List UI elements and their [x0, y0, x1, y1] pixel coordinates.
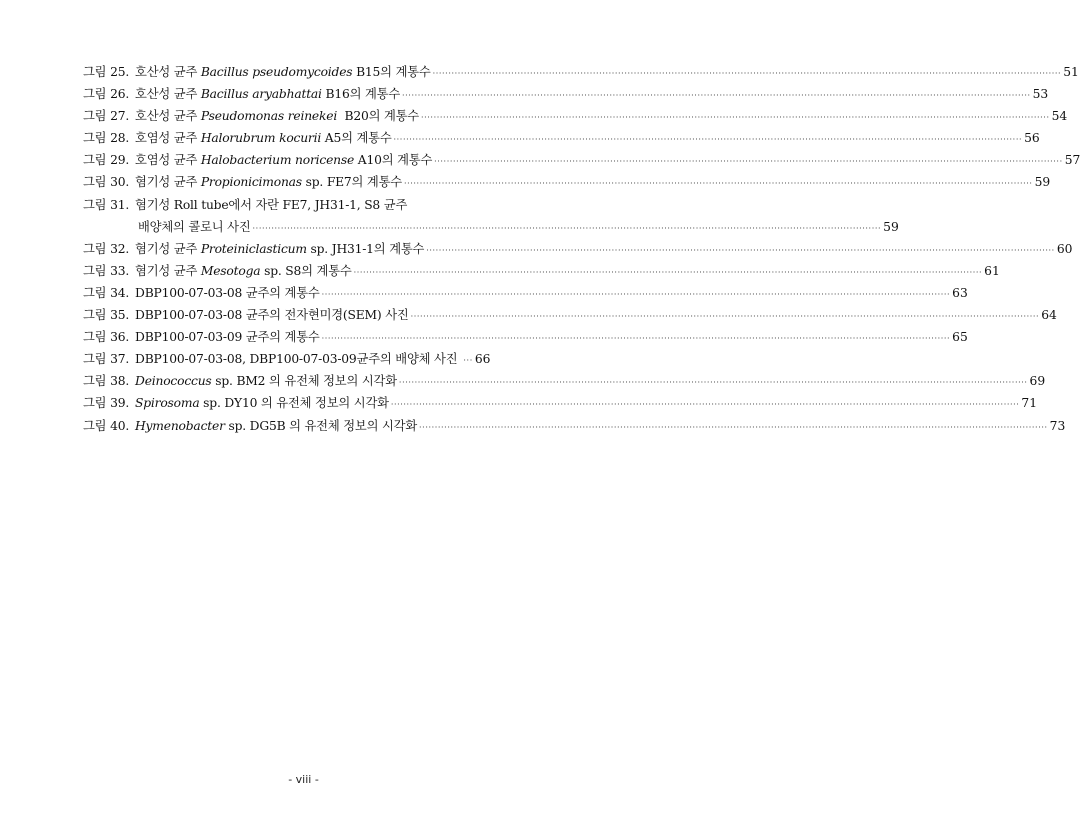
title-text: 혐기성 균주	[135, 175, 201, 190]
title-text: DBP100-07-03-08 균주의 전자현미경(SEM) 사진	[135, 308, 409, 323]
title-suffix: sp. S8의 계통수	[260, 263, 352, 278]
page-ref: 63	[952, 285, 968, 300]
toc-entry[interactable]	[83, 61, 1079, 83]
page-ref: 59	[883, 219, 899, 234]
figure-title	[135, 260, 352, 282]
figure-number: 그림 29.	[83, 153, 130, 168]
toc-entry[interactable]	[83, 326, 968, 348]
page-ref: 65	[952, 330, 968, 345]
species-name: Halobacterium noricense	[200, 153, 355, 168]
title-suffix: B20의 계통수	[337, 109, 419, 124]
title-text: 호산성 균주	[135, 87, 201, 102]
page-ref: 59	[1034, 175, 1051, 190]
title-text: DBP100-07-03-09 균주의 계통수	[135, 330, 320, 345]
figure-number: 그림 31.	[83, 197, 130, 212]
figure-title	[135, 238, 424, 260]
figure-number: 그림 38.	[83, 374, 130, 389]
figure-number: 그림 35.	[83, 308, 130, 323]
figure-number: 그림 25.	[83, 65, 130, 79]
page-ref: 64	[1041, 308, 1057, 323]
leader-dots: ········································································································································································································	[353, 267, 983, 277]
figure-title	[135, 370, 397, 392]
page-number: - viii -	[288, 773, 319, 786]
title-text: 혐기성 균주	[135, 241, 201, 256]
page-ref: 54	[1051, 109, 1068, 124]
title-suffix: sp. BM2 의 유전체 정보의 시각화	[211, 374, 397, 389]
species-name: Halorubrum kocurii	[200, 131, 322, 146]
title-text: 혐기성 균주	[135, 263, 201, 278]
figure-number: 그림 32.	[83, 241, 130, 256]
toc-entry[interactable]	[83, 415, 1066, 437]
species-name: Pseudomonas reinekei	[200, 109, 338, 124]
leader-dots: ········································································································································································································	[321, 289, 951, 299]
figure-title	[135, 415, 417, 437]
figure-title	[135, 127, 391, 149]
leader-dots: ········································································································································································································	[421, 113, 1050, 123]
species-name: Spirosoma	[135, 396, 200, 411]
leader-dots: ···	[463, 356, 473, 366]
figure-title	[138, 216, 251, 238]
species-name: Propionicimonas	[200, 175, 302, 190]
figure-number: 그림 30.	[83, 175, 130, 190]
figure-number: 그림 33.	[83, 263, 130, 278]
figure-number: 그림 28.	[83, 131, 130, 146]
toc-entry[interactable]	[83, 370, 1046, 392]
page-ref: 51	[1063, 65, 1079, 79]
page-ref: 60	[1056, 241, 1073, 256]
leader-dots: ········································································································································································································	[419, 422, 1048, 432]
leader-dots: ········································································································································································································	[403, 179, 1033, 189]
species-name: Proteiniclasticum	[200, 241, 307, 256]
leader-dots: ········································································································································································································	[432, 69, 1062, 78]
page-ref: 56	[1024, 131, 1040, 146]
figure-title	[135, 61, 431, 83]
page-ref: 61	[984, 263, 1000, 278]
figure-number: 그림 27.	[83, 109, 130, 124]
toc-entry[interactable]	[83, 348, 530, 370]
toc-entry[interactable]	[83, 304, 1057, 326]
toc-entry[interactable]	[83, 260, 1000, 282]
leader-dots: ········································································································································································································	[393, 135, 1023, 145]
title-suffix: A5의 계통수	[321, 131, 392, 146]
toc-entry[interactable]	[83, 127, 1040, 149]
figure-number: 그림 26.	[83, 87, 130, 102]
figure-title	[135, 304, 409, 326]
figure-list	[83, 61, 1080, 437]
figure-title	[135, 326, 320, 348]
title-suffix: A10의 계통수	[354, 153, 433, 168]
figure-title	[135, 83, 400, 105]
figure-title	[135, 105, 419, 127]
toc-entry[interactable]	[83, 83, 1049, 105]
leader-dots: ········································································································································································································	[321, 334, 951, 344]
toc-entry[interactable]	[83, 105, 1068, 127]
leader-dots: ········································································································································································································	[252, 223, 882, 233]
toc-entry[interactable]	[83, 282, 968, 304]
figure-title	[135, 392, 389, 414]
title-text: 혐기성 Roll tube에서 자란 FE7, JH31-1, S8 균주	[135, 197, 408, 212]
figure-number: 그림 39.	[83, 396, 130, 411]
title-text: 호염성 균주	[135, 153, 201, 168]
page-ref: 69	[1029, 374, 1046, 389]
title-suffix: B16의 계통수	[321, 87, 401, 102]
figure-title	[135, 194, 407, 216]
species-name: Bacillus aryabhattai	[200, 87, 322, 102]
title-text: 호산성 균주	[135, 65, 201, 79]
species-name: Hymenobacter	[135, 418, 225, 433]
page-ref: 66	[474, 352, 491, 367]
figure-number: 그림 34.	[83, 285, 130, 300]
title-text: DBP100-07-03-08, DBP100-07-03-09균주의 배양체 사진	[135, 352, 458, 367]
toc-entry[interactable]	[83, 216, 899, 238]
page-ref: 71	[1021, 396, 1038, 411]
leader-dots: ········································································································································································································	[410, 312, 1040, 322]
leader-dots: ········································································································································································································	[398, 378, 1028, 388]
toc-entry[interactable]	[83, 194, 530, 216]
title-suffix: B15의 계통수	[352, 65, 431, 79]
page-ref: 73	[1049, 418, 1066, 433]
figure-title	[135, 282, 320, 304]
species-name: Mesotoga	[200, 263, 261, 278]
figure-title	[135, 348, 457, 370]
leader-dots: ········································································································································································································	[390, 400, 1020, 410]
toc-entry[interactable]	[83, 392, 1038, 414]
figure-title	[135, 171, 402, 193]
title-text: DBP100-07-03-08 균주의 계통수	[135, 285, 320, 300]
leader-dots: ········································································································································································································	[402, 91, 1031, 101]
species-name: Bacillus pseudomycoides	[200, 65, 353, 79]
title-text: 호산성 균주	[135, 109, 201, 124]
leader-dots: ········································································································································································································	[426, 245, 1055, 255]
species-name: Deinococcus	[135, 374, 212, 389]
toc-entry[interactable]	[83, 238, 1073, 260]
figure-number: 그림 36.	[83, 330, 130, 345]
title-text: 호염성 균주	[135, 131, 201, 146]
page-ref: 53	[1032, 87, 1049, 102]
figure-title	[135, 149, 432, 171]
toc-entry[interactable]	[83, 149, 1080, 171]
title-suffix: sp. DY10 의 유전체 정보의 시각화	[199, 396, 389, 411]
title-suffix: sp. DG5B 의 유전체 정보의 시각화	[224, 418, 418, 433]
page-ref: 57	[1064, 153, 1080, 168]
toc-entry[interactable]	[83, 171, 1051, 193]
leader-dots: ········································································································································································································	[434, 157, 1063, 167]
figure-number: 그림 37.	[83, 352, 130, 367]
title-suffix: sp. JH31-1의 계통수	[306, 241, 425, 256]
title-text: 배양체의 콜로니 사진	[138, 219, 251, 234]
title-suffix: sp. FE7의 계통수	[301, 175, 402, 190]
figure-number: 그림 40.	[83, 418, 130, 433]
